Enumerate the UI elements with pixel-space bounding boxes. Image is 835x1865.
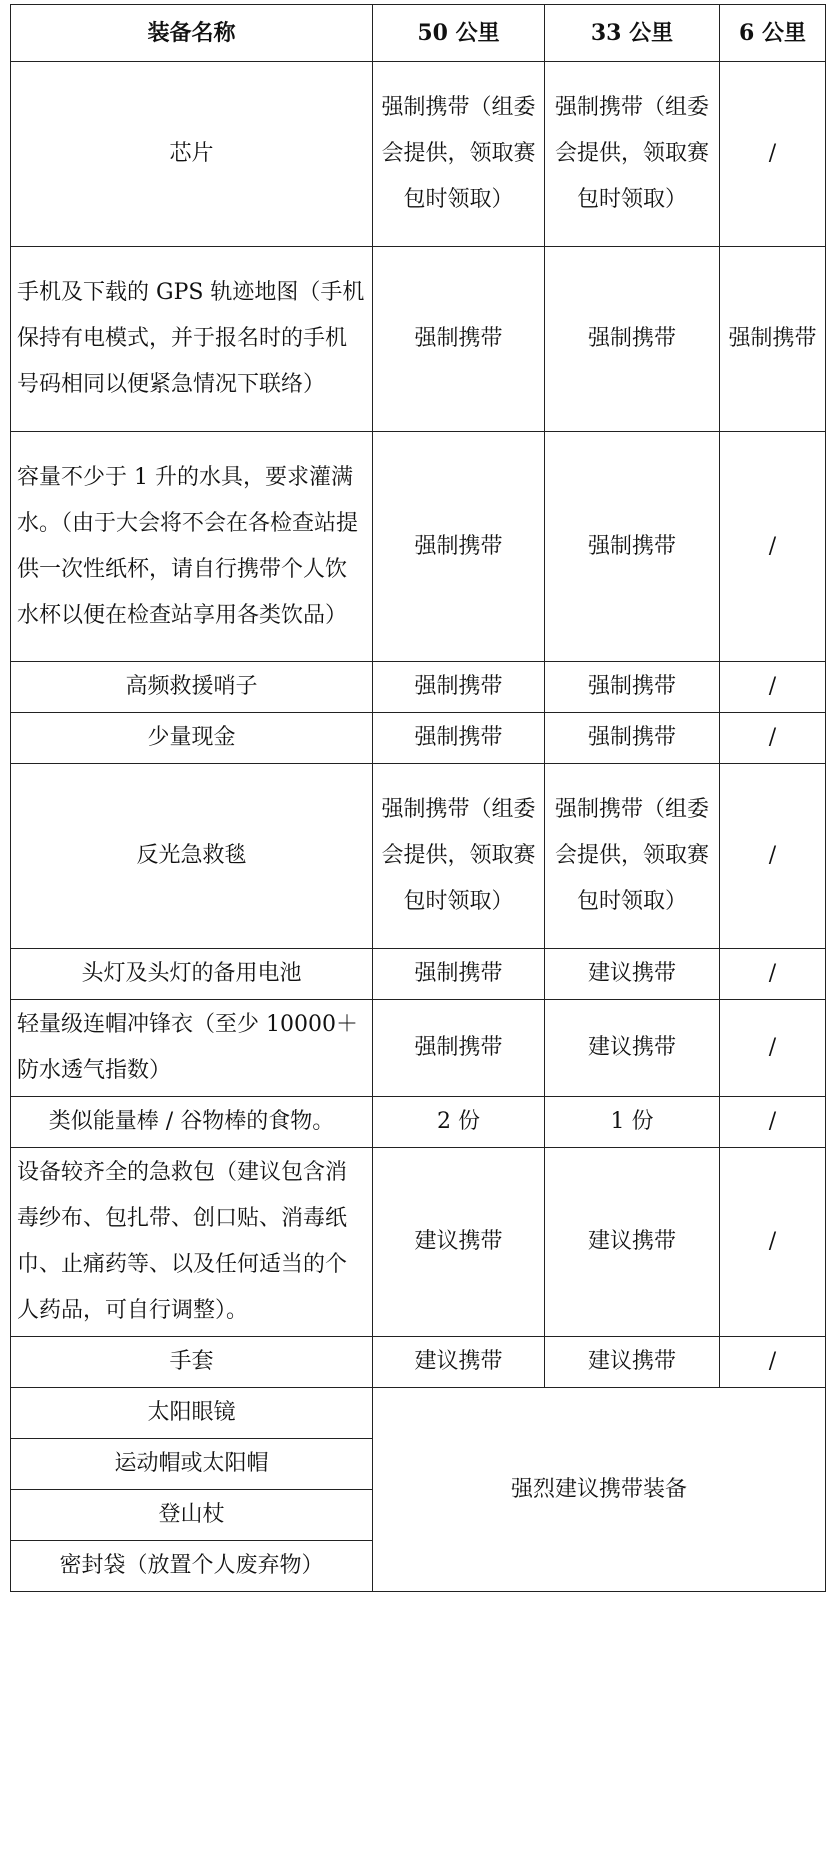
- recommended-item: 登山杖: [11, 1490, 373, 1541]
- table-row: [11, 1337, 826, 1388]
- requirement-33km: 建议携带: [545, 1148, 720, 1337]
- table-row: [11, 432, 826, 662]
- requirement-6km: /: [720, 1148, 826, 1337]
- requirement-50km: 建议携带: [373, 1148, 545, 1337]
- equipment-name: 手机及下载的 GPS 轨迹地图（手机保持有电模式，并于报名时的手机号码相同以便紧急情况下联络）: [11, 247, 373, 432]
- requirement-6km: /: [720, 662, 826, 713]
- requirement-33km: 强制携带: [545, 713, 720, 764]
- recommended-item: 太阳眼镜: [11, 1388, 373, 1439]
- table-row: [11, 949, 826, 1000]
- equipment-table: [10, 4, 826, 1592]
- table-row: [11, 764, 826, 949]
- table-header-row: [11, 5, 826, 62]
- table-row: [11, 1097, 826, 1148]
- requirement-33km: 1 份: [545, 1097, 720, 1148]
- equipment-name: 芯片: [11, 62, 373, 247]
- equipment-name: 手套: [11, 1337, 373, 1388]
- requirement-33km: 建议携带: [545, 949, 720, 1000]
- header-50km: 50 公里: [373, 5, 545, 62]
- header-equipment-name: 装备名称: [11, 5, 373, 62]
- requirement-50km: 强制携带（组委会提供，领取赛包时领取）: [373, 62, 545, 247]
- equipment-name: 轻量级连帽冲锋衣（至少 10000＋防水透气指数）: [11, 1000, 373, 1097]
- requirement-50km: 建议携带: [373, 1337, 545, 1388]
- requirement-6km: /: [720, 62, 826, 247]
- requirement-6km: /: [720, 713, 826, 764]
- requirement-6km: /: [720, 1337, 826, 1388]
- table-row: [11, 1000, 826, 1097]
- equipment-name: 反光急救毯: [11, 764, 373, 949]
- equipment-name: 容量不少于 1 升的水具，要求灌满水。（由于大会将不会在各检查站提供一次性纸杯，请自行携带个人饮水杯以便在检查站享用各类饮品）: [11, 432, 373, 662]
- requirement-50km: 强制携带: [373, 949, 545, 1000]
- recommended-label: 强烈建议携带装备: [373, 1388, 826, 1592]
- requirement-6km: /: [720, 1000, 826, 1097]
- table-row: [11, 713, 826, 764]
- header-33km: 33 公里: [545, 5, 720, 62]
- requirement-33km: 建议携带: [545, 1000, 720, 1097]
- requirement-50km: 强制携带: [373, 662, 545, 713]
- requirement-50km: 强制携带: [373, 1000, 545, 1097]
- requirement-6km: /: [720, 949, 826, 1000]
- requirement-33km: 强制携带: [545, 432, 720, 662]
- requirement-50km: 2 份: [373, 1097, 545, 1148]
- equipment-name: 类似能量棒 / 谷物棒的食物。: [11, 1097, 373, 1148]
- equipment-name: 设备较齐全的急救包（建议包含消毒纱布、包扎带、创口贴、消毒纸巾、止痛药等、以及任何适当的个人药品，可自行调整）。: [11, 1148, 373, 1337]
- requirement-6km: /: [720, 764, 826, 949]
- requirement-33km: 强制携带（组委会提供，领取赛包时领取）: [545, 62, 720, 247]
- requirement-33km: 强制携带（组委会提供，领取赛包时领取）: [545, 764, 720, 949]
- table-row: [11, 247, 826, 432]
- requirement-33km: 强制携带: [545, 247, 720, 432]
- requirement-6km: /: [720, 1097, 826, 1148]
- requirement-50km: 强制携带: [373, 713, 545, 764]
- recommended-item: 运动帽或太阳帽: [11, 1439, 373, 1490]
- requirement-6km: /: [720, 432, 826, 662]
- requirement-6km: 强制携带: [720, 247, 826, 432]
- requirement-50km: 强制携带（组委会提供，领取赛包时领取）: [373, 764, 545, 949]
- requirement-50km: 强制携带: [373, 247, 545, 432]
- table-row: [11, 1148, 826, 1337]
- header-6km: 6 公里: [720, 5, 826, 62]
- equipment-name: 高频救援哨子: [11, 662, 373, 713]
- table-row: [11, 662, 826, 713]
- equipment-name: 头灯及头灯的备用电池: [11, 949, 373, 1000]
- equipment-name: 少量现金: [11, 713, 373, 764]
- recommended-item: 密封袋（放置个人废弃物）: [11, 1541, 373, 1592]
- requirement-33km: 强制携带: [545, 662, 720, 713]
- table-row: [11, 1388, 826, 1439]
- requirement-33km: 建议携带: [545, 1337, 720, 1388]
- table-row: [11, 62, 826, 247]
- requirement-50km: 强制携带: [373, 432, 545, 662]
